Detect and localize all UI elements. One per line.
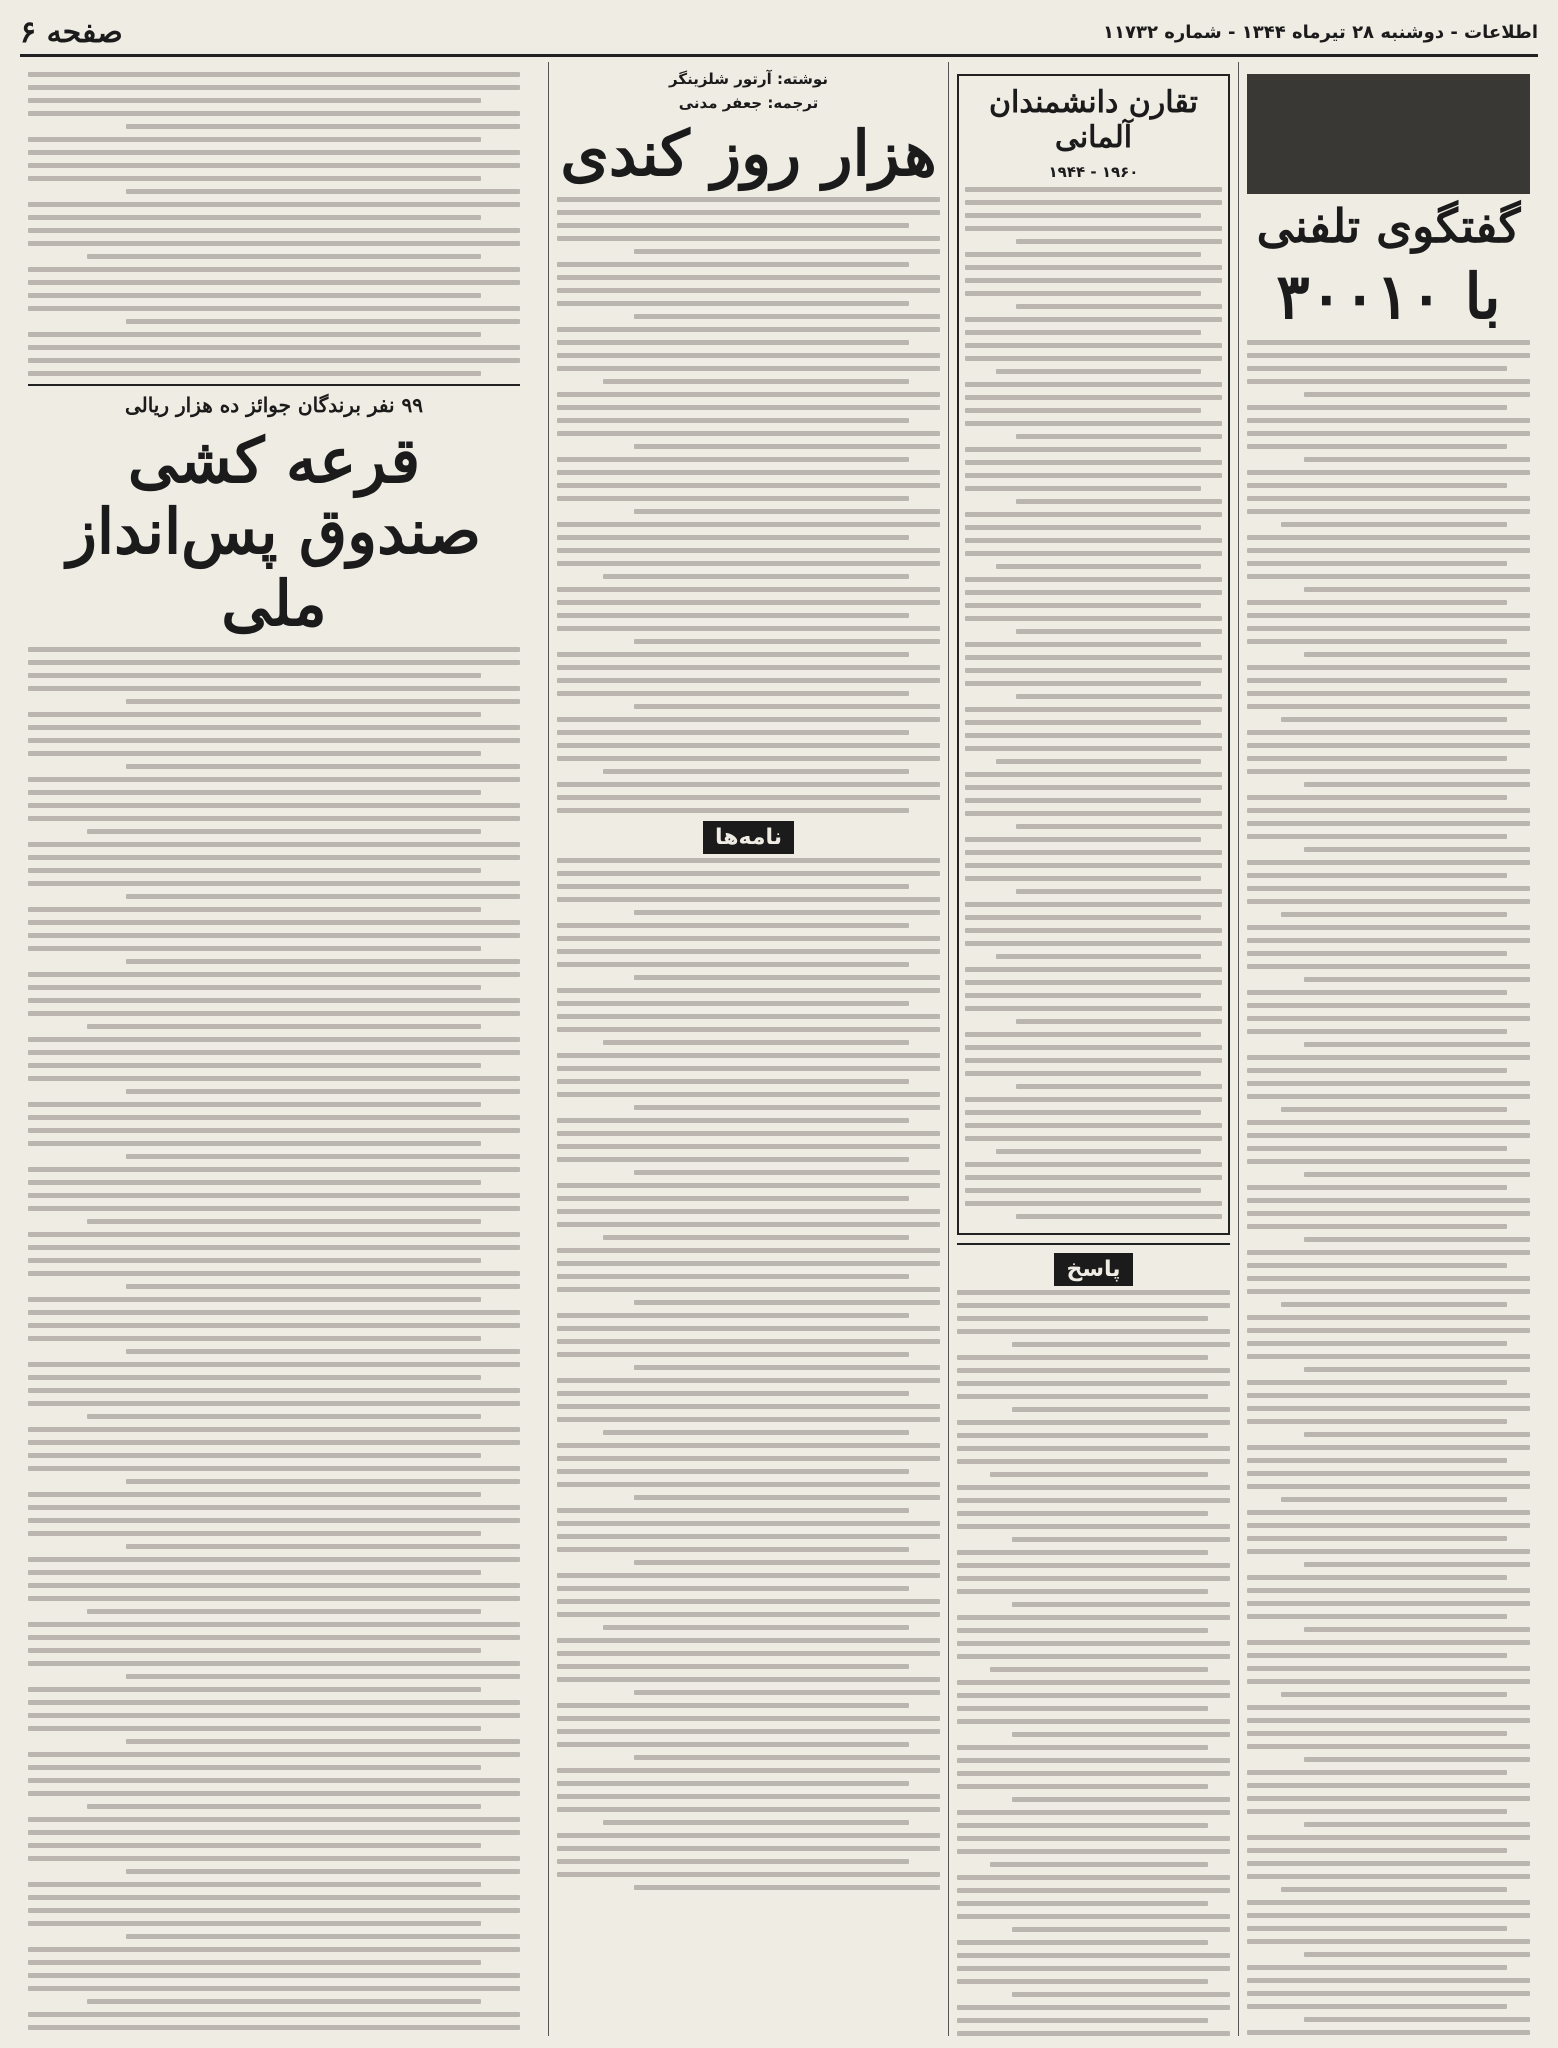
letters-section-label: نامه‌ها: [703, 821, 794, 854]
column-lottery: [20, 62, 528, 2036]
scientists-headline: تقارن دانشمندان آلمانی: [989, 85, 1198, 155]
kennedy-translator: ترجمه: جعفر مدنی: [678, 94, 819, 112]
kennedy-headline: هزار روز کندی: [560, 117, 937, 190]
scientists-years: ۱۹۶۰ - ۱۹۴۴: [1048, 163, 1139, 181]
scientists-series-box: [957, 74, 1230, 1235]
column-scientists: [948, 62, 1238, 2036]
masthead: [20, 10, 1538, 57]
scientists-body: [965, 187, 1222, 1219]
telephone-body: [1247, 340, 1530, 2036]
kennedy-body: [557, 197, 940, 813]
dateline: اطلاعات - دوشنبه ۲۸ تیرماه ۱۳۴۴ - شماره ۱۱۷۳۲: [1103, 21, 1538, 43]
kennedy-author: نوشته: آرتور شلزینگر: [669, 70, 828, 88]
winners-list: [28, 647, 520, 2036]
cooperatives-notice-body: [28, 72, 520, 376]
telephone-number-headline: با ۳۰۰۱۰: [1276, 259, 1501, 333]
page-number: صفحه ۶: [20, 14, 123, 50]
column-kennedy: [548, 62, 948, 2036]
answers-section-label: پاسخ: [1054, 1253, 1132, 1286]
column-telephone: [1238, 62, 1538, 2036]
answers-body: [957, 1290, 1230, 2036]
lottery-subheadline: ۹۹ نفر برندگان جوائز ده هزار ریالی: [124, 393, 424, 417]
column-logo-image: [1247, 74, 1530, 194]
telephone-headline: گفتگوی تلفنی: [1256, 199, 1521, 253]
lottery-headline: قرعه کشی صندوق پس‌انداز ملی: [66, 424, 482, 640]
letters-body: [557, 858, 940, 1890]
